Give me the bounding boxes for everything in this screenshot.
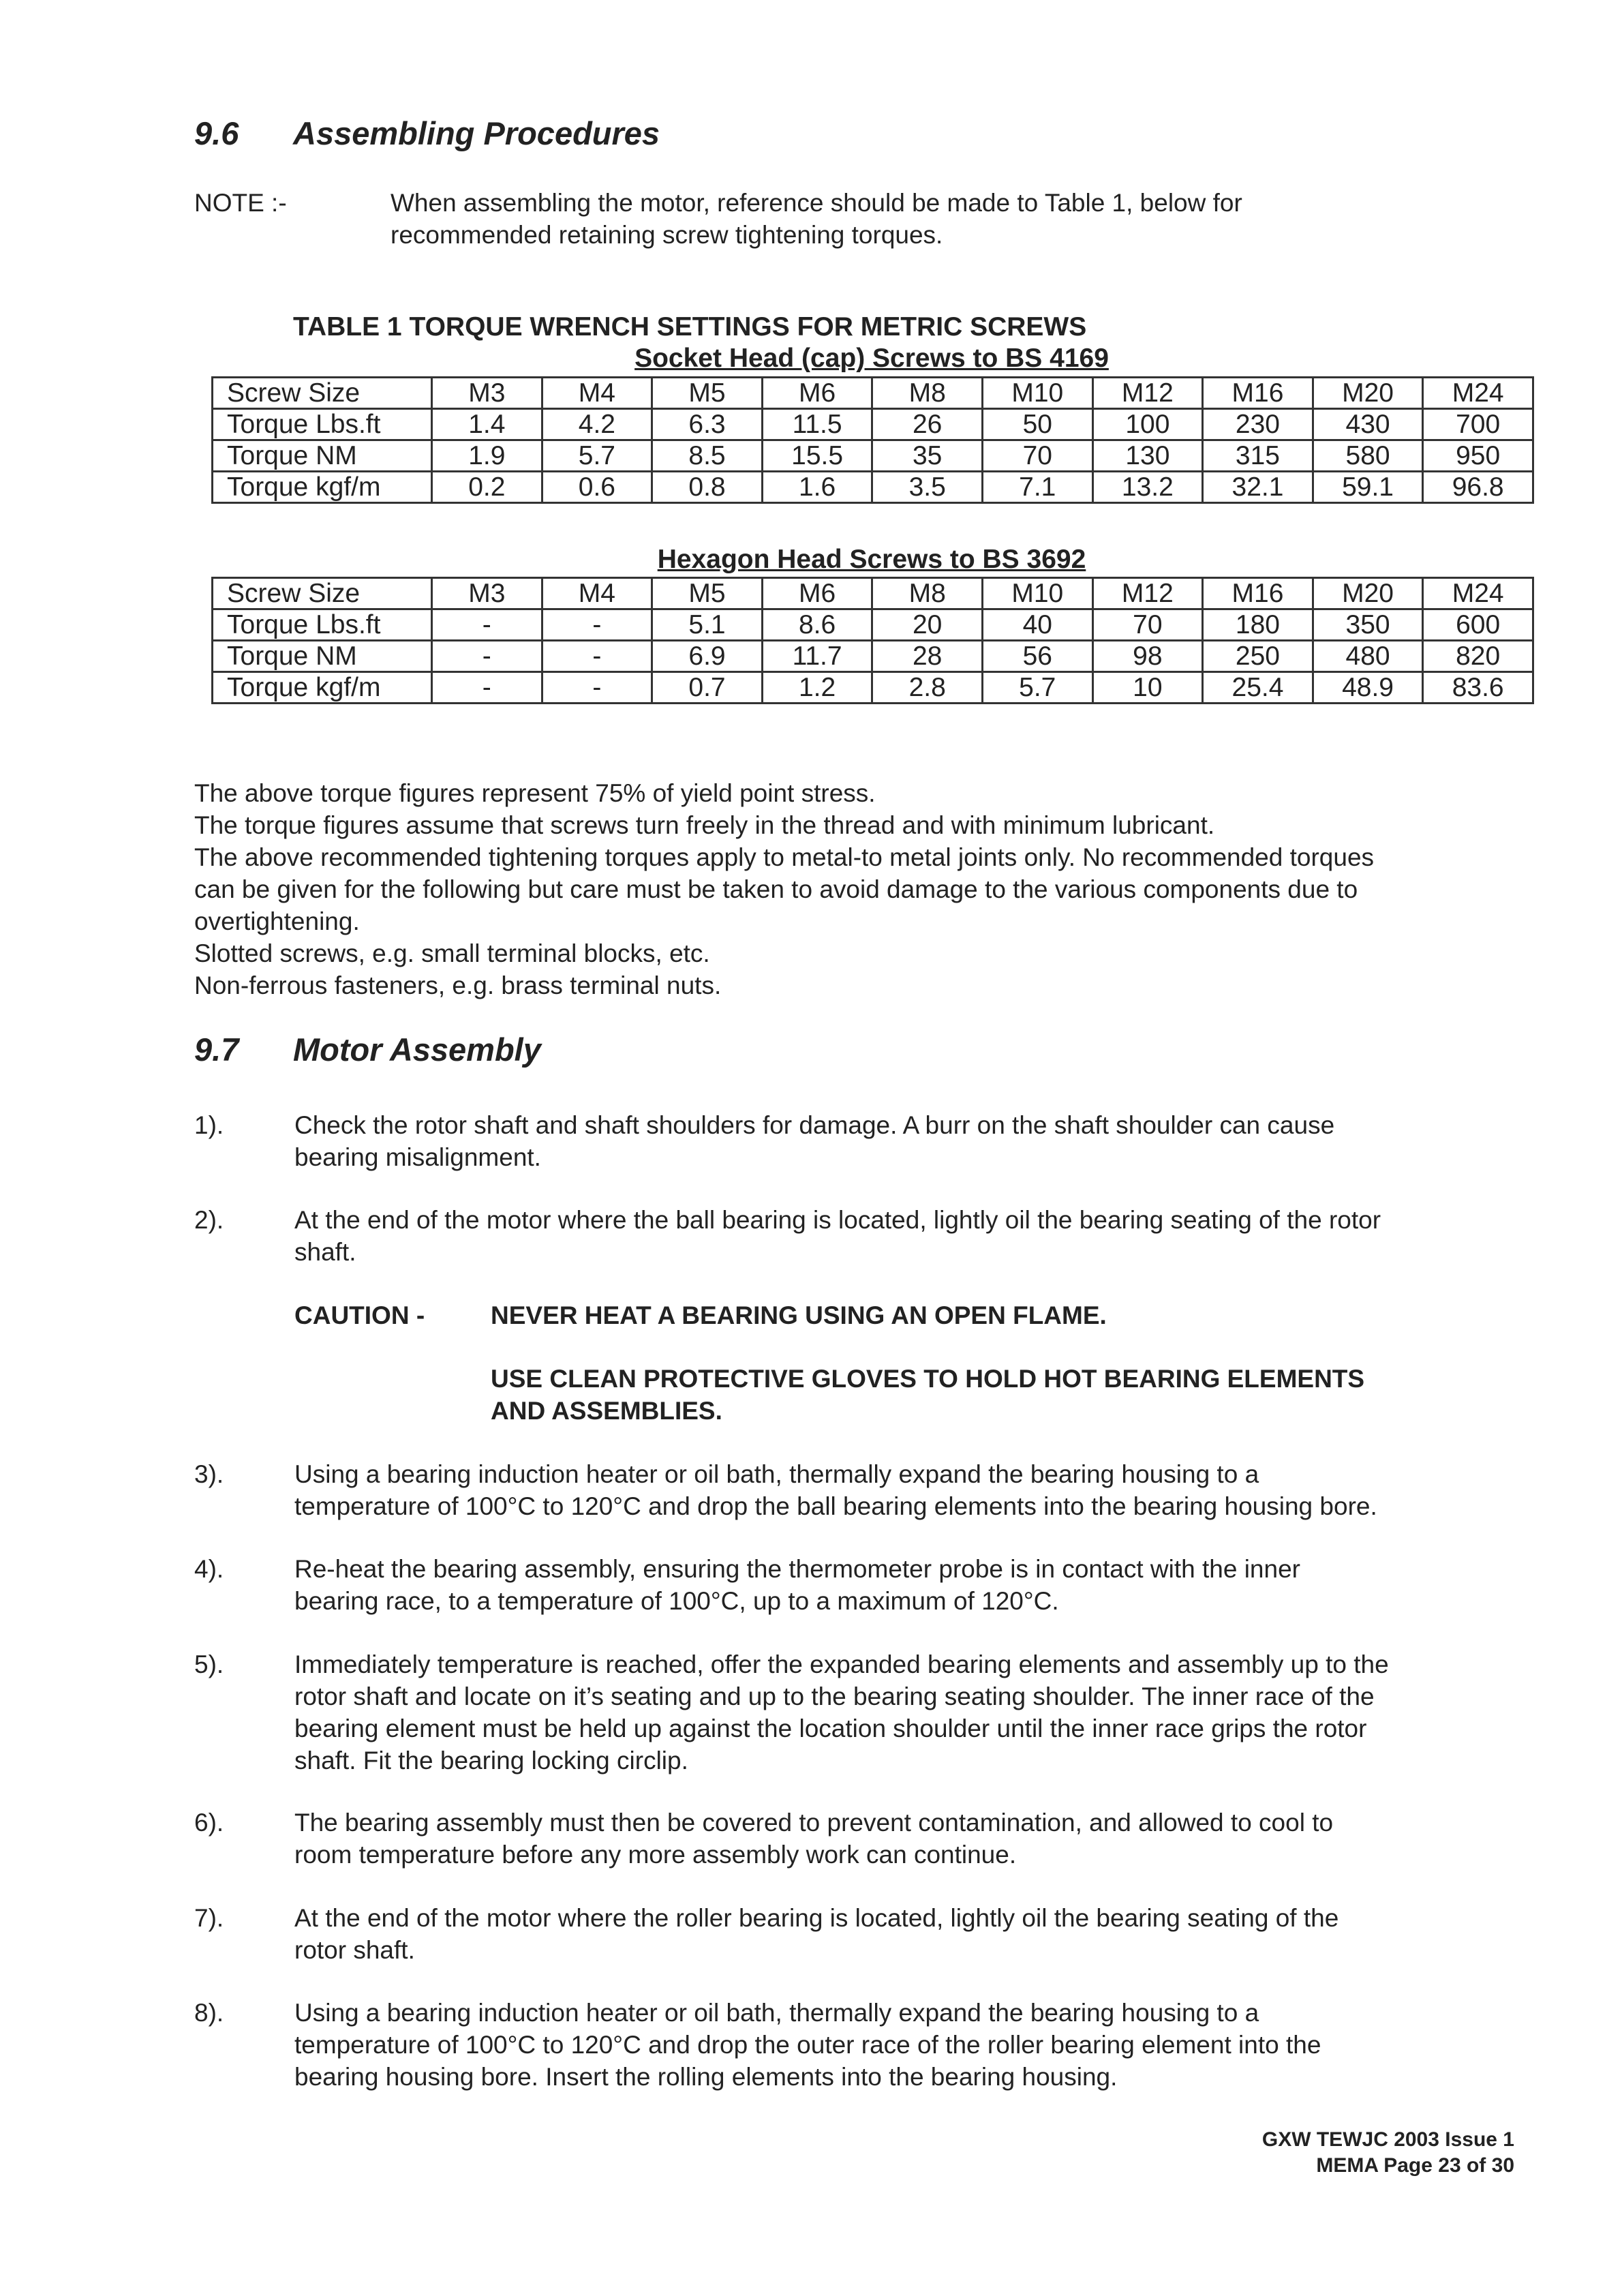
footer-page-number: MEMA Page 23 of 30 [1316,2154,1514,2177]
socket-table-cell: 580 [1313,440,1423,472]
hex-table-cell: 83.6 [1423,672,1533,704]
step-line: rotor shaft. [294,1936,415,1964]
step-5-number: 5). [194,1650,224,1678]
torque-note-line: can be given for the following but care must be taken to avoid damage to the various components due to [194,875,1358,903]
step-line: Check the rotor shaft and shaft shoulders for damage. A burr on the shaft shoulder can cause [294,1111,1335,1139]
socket-table-cell: 59.1 [1313,472,1423,503]
step-line: Using a bearing induction heater or oil bath, thermally expand the bearing housing to a [294,1999,1259,2027]
step-2-text [294,1204,1508,1268]
socket-table-cell: 950 [1423,440,1533,472]
step-2-number: 2). [194,1206,224,1234]
socket-table-cell: 50 [982,409,1092,440]
step-line: shaft. Fit the bearing locking circlip. [294,1747,688,1774]
step-line: bearing element must be held up against the location shoulder until the inner race grips the rotor [294,1715,1367,1742]
note-text [391,187,1481,251]
step-6-text [294,1807,1508,1871]
hex-table-cell: 28 [872,641,983,672]
hex-table-cell: M3 [432,578,542,609]
hex-table-cell: 98 [1092,641,1203,672]
socket-table-cell: 15.5 [762,440,872,472]
step-line: The bearing assembly must then be covered to prevent contamination, and allowed to cool to [294,1809,1334,1837]
socket-table-cell: M5 [652,378,763,409]
torque-notes [194,777,1530,1001]
socket-table-cell: 6.3 [652,409,763,440]
socket-table-cell: 130 [1092,440,1203,472]
socket-table-row [213,440,1533,472]
socket-table-cell: 11.5 [762,409,872,440]
socket-table-cell: 96.8 [1423,472,1533,503]
hex-table-cell: 0.7 [652,672,763,704]
socket-table-row-label: Torque NM [213,440,432,472]
socket-table-cell: 230 [1203,409,1313,440]
step-line: temperature of 100°C to 120°C and drop the ball bearing elements into the bearing housing bore. [294,1492,1377,1520]
torque-note-line: The above torque figures represent 75% of yield point stress. [194,779,876,807]
step-line: Re-heat the bearing assembly, ensuring the thermometer probe is in contact with the inner [294,1555,1300,1583]
socket-table-row [213,472,1533,503]
socket-head-subtitle: Socket Head (cap) Screws to BS 4169 [634,344,1109,373]
hex-table-cell: 5.7 [982,672,1092,704]
note-label: NOTE :- [194,189,287,217]
hex-table-cell: 20 [872,609,983,641]
hex-table-row-label: Torque Lbs.ft [213,609,432,641]
hex-table-cell: - [432,672,542,704]
torque-note-line: Slotted screws, e.g. small terminal blocks, etc. [194,939,710,967]
step-line: temperature of 100°C to 120°C and drop the outer race of the roller bearing element into the [294,2031,1321,2059]
hex-table-cell: M6 [762,578,872,609]
section-9-7-number: 9.7 [194,1031,239,1068]
hex-table-cell: M5 [652,578,763,609]
socket-table-cell: 1.4 [432,409,542,440]
hexagon-head-subtitle: Hexagon Head Screws to BS 3692 [657,545,1086,574]
hex-table-cell: 480 [1313,641,1423,672]
socket-table-cell: M16 [1203,378,1313,409]
socket-table-cell: M12 [1092,378,1203,409]
step-line: room temperature before any more assembly work can continue. [294,1841,1017,1869]
socket-table-cell: M4 [542,378,652,409]
step-line: rotor shaft and locate on it’s seating and up to the bearing seating shoulder. The inner race of the [294,1682,1375,1710]
hex-table-cell: - [542,609,652,641]
hex-table-cell: 250 [1203,641,1313,672]
step-6-number: 6). [194,1809,224,1837]
hex-table-cell: M16 [1203,578,1313,609]
note-line-2: recommended retaining screw tightening torques. [391,221,943,249]
socket-table-row-label: Torque kgf/m [213,472,432,503]
socket-table-cell: 13.2 [1092,472,1203,503]
caution-label: CAUTION - [294,1301,425,1329]
step-line: Using a bearing induction heater or oil bath, thermally expand the bearing housing to a [294,1460,1259,1488]
hex-table-row-label: Torque NM [213,641,432,672]
step-line: shaft. [294,1238,356,1266]
socket-table-cell: 5.7 [542,440,652,472]
page-footer [1262,2127,1514,2179]
socket-table-cell: M10 [982,378,1092,409]
socket-table-cell: M6 [762,378,872,409]
caution-line-1: NEVER HEAT A BEARING USING AN OPEN FLAME. [491,1301,1107,1329]
step-line: bearing race, to a temperature of 100°C, up to a maximum of 120°C. [294,1587,1059,1615]
hex-table-cell: 5.1 [652,609,763,641]
step-8-number: 8). [194,1999,224,2027]
socket-table-row [213,378,1533,409]
hex-table-cell: M4 [542,578,652,609]
socket-table-cell: 32.1 [1203,472,1313,503]
step-7-number: 7). [194,1904,224,1932]
caution-text [491,1363,1513,1427]
hex-table-cell: - [542,641,652,672]
step-1-text [294,1109,1508,1173]
socket-table-cell: 70 [982,440,1092,472]
socket-table-cell: 700 [1423,409,1533,440]
hex-table-cell: 11.7 [762,641,872,672]
torque-note-line: overtightening. [194,907,360,935]
hex-table-cell: M24 [1423,578,1533,609]
socket-table-cell: 1.6 [762,472,872,503]
step-4-text [294,1553,1508,1617]
section-9-7-title: Motor Assembly [293,1031,541,1068]
socket-table-cell: 100 [1092,409,1203,440]
hex-table-cell: M8 [872,578,983,609]
hex-table-cell: 6.9 [652,641,763,672]
hexagon-head-torque-table [211,577,1534,704]
hex-table-cell: 2.8 [872,672,983,704]
caution-line-3: AND ASSEMBLIES. [491,1397,722,1425]
torque-note-line: The above recommended tightening torques apply to metal-to metal joints only. No recommended torques [194,843,1375,871]
hex-table-cell: 350 [1313,609,1423,641]
hex-table-cell: 600 [1423,609,1533,641]
socket-table-cell: 3.5 [872,472,983,503]
hex-table-row-label: Screw Size [213,578,432,609]
socket-table-cell: M8 [872,378,983,409]
socket-table-cell: 8.5 [652,440,763,472]
socket-table-cell: 26 [872,409,983,440]
socket-table-cell: 4.2 [542,409,652,440]
step-1-number: 1). [194,1111,224,1139]
torque-note-line: Non-ferrous fasteners, e.g. brass terminal nuts. [194,971,722,999]
hex-table-row [213,609,1533,641]
note-line-1: When assembling the motor, reference should be made to Table 1, below for [391,189,1242,217]
hex-table-row [213,672,1533,704]
socket-table-cell: 1.9 [432,440,542,472]
hex-table-cell: 8.6 [762,609,872,641]
step-4-number: 4). [194,1555,224,1583]
table-title: TABLE 1 TORQUE WRENCH SETTINGS FOR METRIC SCREWS [293,312,1087,342]
socket-table-cell: M3 [432,378,542,409]
hex-table-cell: M12 [1092,578,1203,609]
socket-table-cell: 0.2 [432,472,542,503]
socket-table-cell: M24 [1423,378,1533,409]
section-9-6-number: 9.6 [194,115,239,151]
step-line: At the end of the motor where the roller bearing is located, lightly oil the bearing seating of the [294,1904,1339,1932]
hex-table-cell: 10 [1092,672,1203,704]
hex-table-cell: 180 [1203,609,1313,641]
hex-table-row-label: Torque kgf/m [213,672,432,704]
socket-head-torque-table [211,376,1534,504]
hex-table-row [213,641,1533,672]
hex-table-cell: - [432,609,542,641]
step-8-text [294,1997,1508,2093]
hex-table-cell: 70 [1092,609,1203,641]
socket-table-cell: 315 [1203,440,1313,472]
socket-table-cell: 0.6 [542,472,652,503]
socket-table-cell: 35 [872,440,983,472]
socket-table-cell: 7.1 [982,472,1092,503]
socket-table-row-label: Torque Lbs.ft [213,409,432,440]
step-5-text [294,1648,1508,1777]
step-7-text [294,1902,1508,1966]
step-3-number: 3). [194,1460,224,1488]
hex-table-cell: 40 [982,609,1092,641]
socket-table-cell: 430 [1313,409,1423,440]
hex-table-cell: 1.2 [762,672,872,704]
socket-table-row-label: Screw Size [213,378,432,409]
step-3-text [294,1458,1508,1522]
step-line: At the end of the motor where the ball bearing is located, lightly oil the bearing seating of the rotor [294,1206,1381,1234]
section-9-6-title: Assembling Procedures [293,115,660,151]
socket-table-cell: M20 [1313,378,1423,409]
hex-table-cell: M20 [1313,578,1423,609]
hex-table-cell: 25.4 [1203,672,1313,704]
socket-table-cell: 0.8 [652,472,763,503]
hex-table-cell: 820 [1423,641,1533,672]
footer-doc-ref: GXW TEWJC 2003 Issue 1 [1261,2128,1514,2151]
hex-table-row [213,578,1533,609]
hex-table-cell: 56 [982,641,1092,672]
hex-table-cell: - [432,641,542,672]
socket-table-row [213,409,1533,440]
torque-note-line: The torque figures assume that screws turn freely in the thread and with minimum lubricant. [194,811,1215,839]
step-line: bearing housing bore. Insert the rolling elements into the bearing housing. [294,2063,1118,2091]
hex-table-cell: M10 [982,578,1092,609]
caution-line-2: USE CLEAN PROTECTIVE GLOVES TO HOLD HOT BEARING ELEMENTS [491,1365,1365,1393]
hex-table-cell: - [542,672,652,704]
step-line: bearing misalignment. [294,1143,541,1171]
hex-table-cell: 48.9 [1313,672,1423,704]
step-line: Immediately temperature is reached, offer the expanded bearing elements and assembly up to the [294,1650,1389,1678]
